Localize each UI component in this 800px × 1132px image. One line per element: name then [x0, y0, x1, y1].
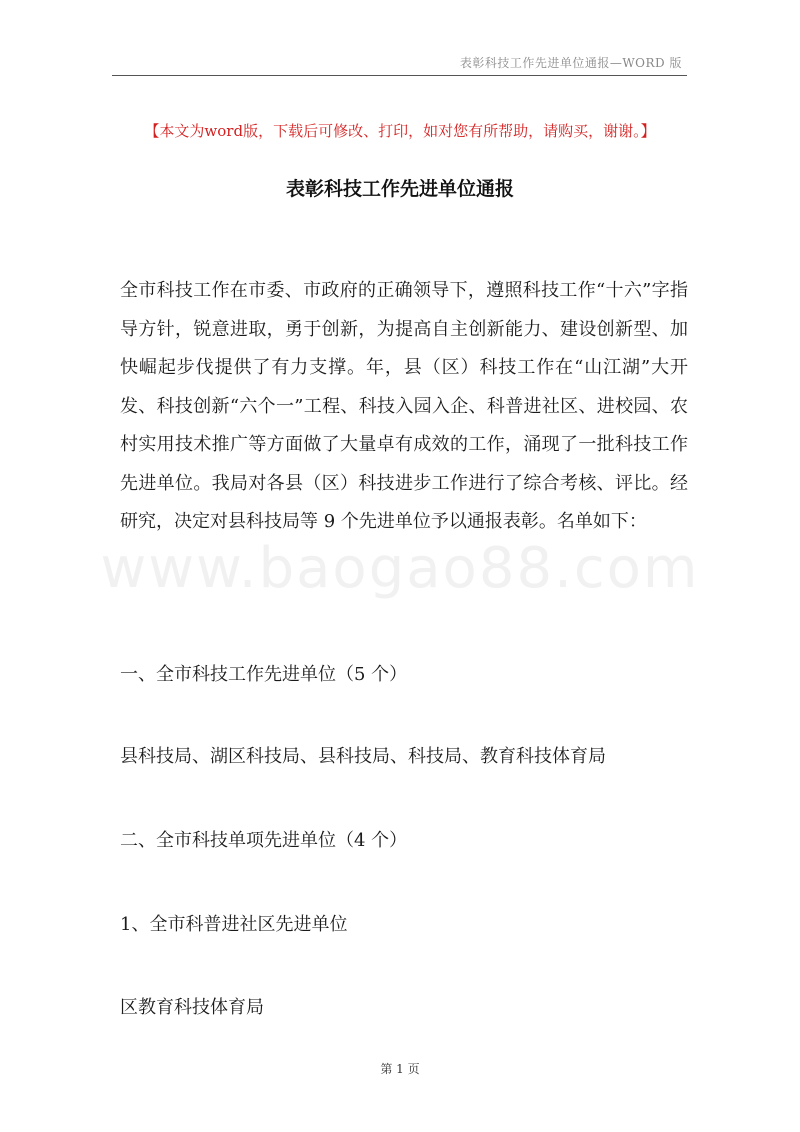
header-divider [112, 75, 687, 76]
subsection-1-heading: 1、全市科普进社区先进单位 [120, 914, 348, 935]
document-title: 表彰科技工作先进单位通报 [285, 178, 514, 200]
section-1-heading: 一、全市科技工作先进单位（5 个） [120, 664, 408, 685]
download-notice: 【本文为word版，下载后可修改、打印，如对您有所帮助，请购买，谢谢。】 [144, 122, 656, 140]
subsection-1-list: 区教育科技体育局 [120, 997, 264, 1018]
running-header: 表彰科技工作先进单位通报—WORD 版 [459, 56, 682, 70]
section-2-heading: 二、全市科技单项先进单位（4 个） [120, 830, 408, 851]
page-number: 第 1 页 [380, 1062, 420, 1076]
watermark: www.baogao88.com [100, 536, 700, 601]
section-1-list: 县科技局、湖区科技局、县科技局、科技局、教育科技体育局 [120, 746, 606, 767]
intro-paragraph: 全市科技工作在市委、市政府的正确领导下，遵照科技工作“十六”字指导方针，锐意进取，勇于创新，为提高自主创新能力、建设创新型、加快崛起步伐提供了有力支撑。年，县（区）科技工作在“山江湖”大开发、科技创新“六个一”工程、科技入园入企、科普进社区、进校园、农村实用技术推广等方面做了大量卓有成效的工作，涌现了一批科技工作先进单位。我局对各县（区）科技进步工作进行了综合考核、评比。经研究，决定对县科技局等 9 个先进单位予以通报表彰。名单如下： [120, 280, 688, 532]
